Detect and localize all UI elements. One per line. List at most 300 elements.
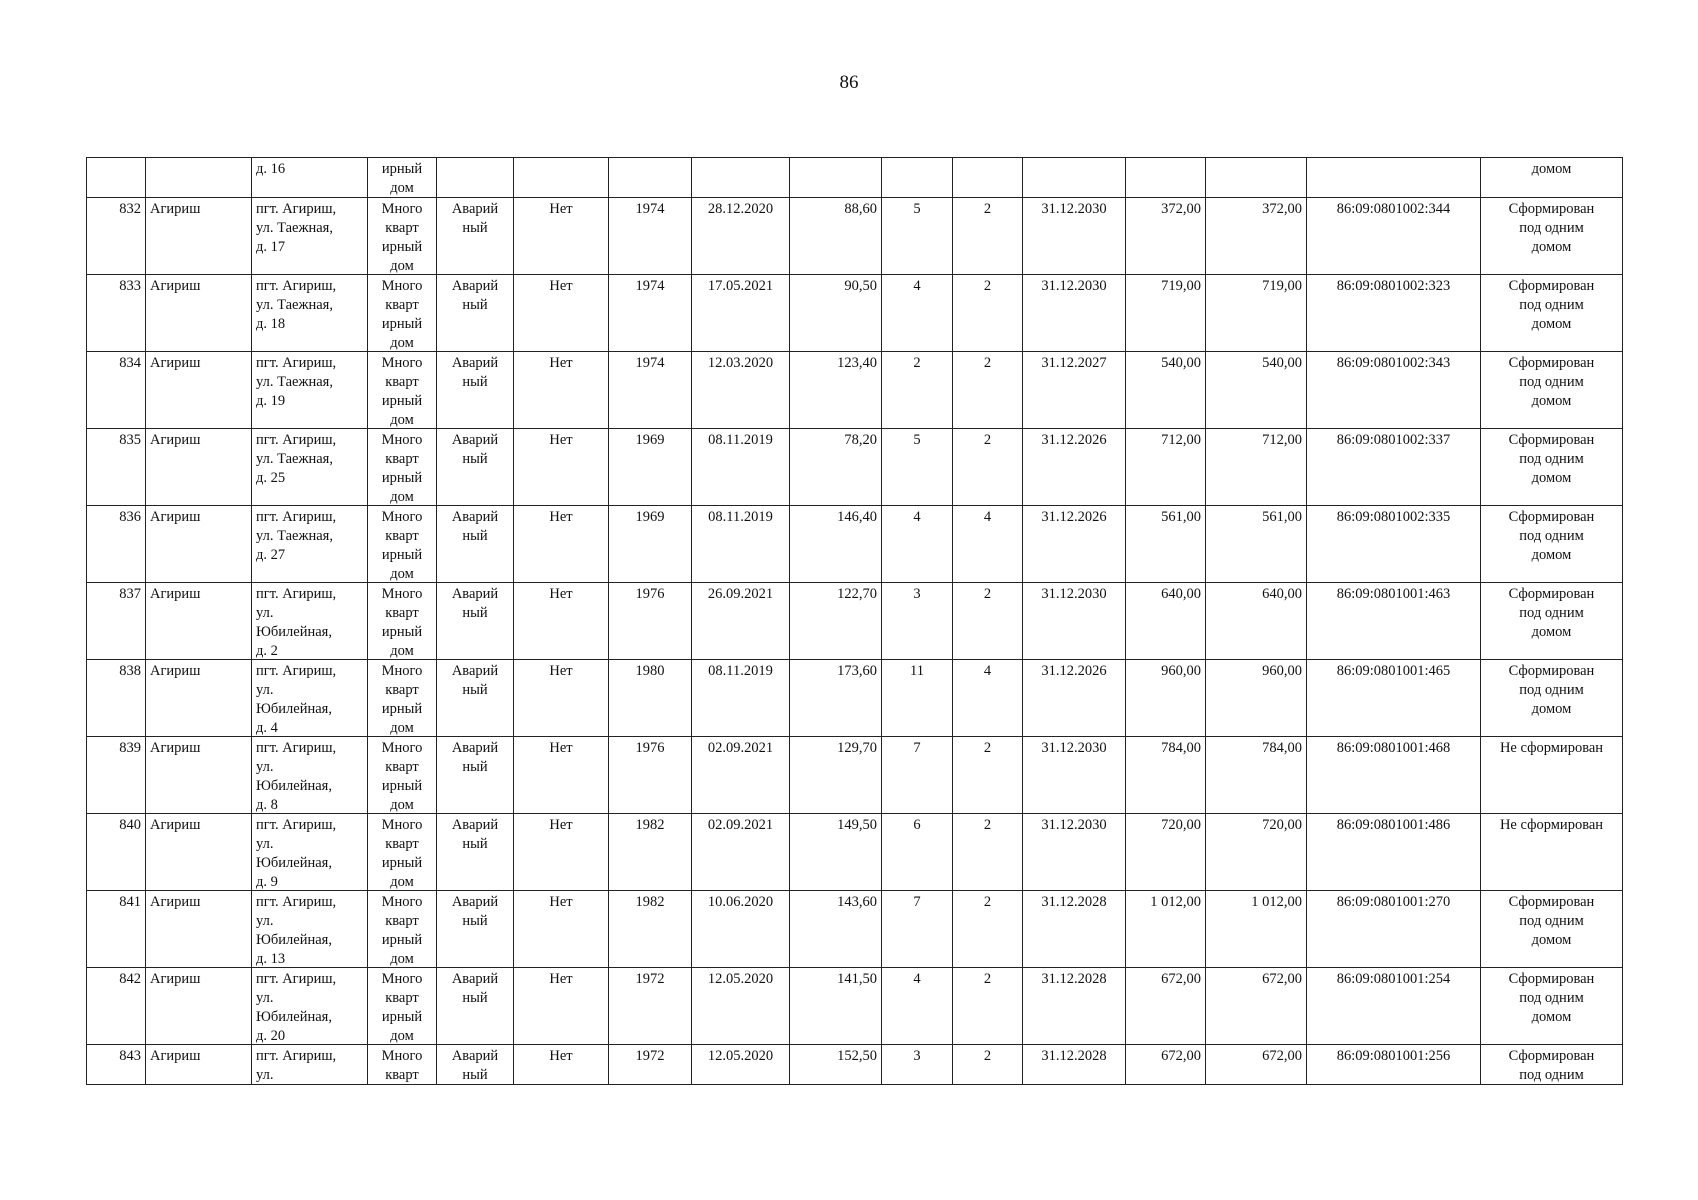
row-number-text: 839	[119, 740, 141, 756]
date-cell-text: 26.09.2021	[707, 586, 774, 602]
program-cell-text: Нет	[549, 971, 573, 987]
land-status-cell	[1481, 968, 1623, 1045]
area-cell	[790, 158, 882, 198]
cadastral-number-cell-text: 86:09:0801002:344	[1336, 201, 1451, 217]
area-cell	[790, 352, 882, 429]
building-type-cell	[368, 737, 437, 814]
address-cell-text: пгт. Агириш, ул. Юбилейная, д. 2	[256, 586, 337, 659]
area-cell	[790, 506, 882, 583]
status-cell-text: Аварий ный	[451, 509, 499, 544]
residents-cell-text: 5	[913, 201, 921, 217]
residents-cell	[882, 660, 953, 737]
land-status-cell	[1481, 660, 1623, 737]
program-cell-text: Нет	[549, 663, 573, 679]
locality-cell	[146, 660, 252, 737]
residents-cell	[882, 198, 953, 275]
date-cell	[692, 158, 790, 198]
locality-cell	[146, 968, 252, 1045]
address-cell	[252, 660, 368, 737]
table-row	[87, 275, 1623, 352]
row-number-text: 838	[119, 663, 141, 679]
deadline-cell-text: 31.12.2026	[1041, 509, 1107, 525]
area-living-cell-text: 640,00	[1262, 586, 1302, 602]
status-cell	[437, 737, 514, 814]
address-cell-text: пгт. Агириш, ул. Юбилейная, д. 9	[256, 817, 337, 890]
area-living-cell-text: 672,00	[1262, 1048, 1302, 1064]
land-status-cell-text: Сформирован под одним домом	[1508, 201, 1595, 255]
year-cell-text: 1982	[635, 817, 665, 833]
area-cell-text: 152,50	[837, 1048, 877, 1064]
deadline-cell-text: 31.12.2030	[1041, 201, 1107, 217]
status-cell	[437, 814, 514, 891]
area-total-cell-text: 1 012,00	[1150, 894, 1201, 910]
area-total-cell	[1126, 198, 1206, 275]
residents-cell	[882, 814, 953, 891]
area-cell	[790, 968, 882, 1045]
address-cell	[252, 891, 368, 968]
status-cell	[437, 968, 514, 1045]
residents-cell	[882, 1045, 953, 1085]
program-cell-text: Нет	[549, 355, 573, 371]
date-cell-text: 12.05.2020	[707, 971, 774, 987]
year-cell	[609, 506, 692, 583]
area-cell-text: 141,50	[837, 971, 877, 987]
cadastral-number-cell	[1307, 891, 1481, 968]
table-row	[87, 814, 1623, 891]
date-cell-text: 28.12.2020	[707, 201, 774, 217]
cadastral-number-cell	[1307, 737, 1481, 814]
area-living-cell-text: 712,00	[1262, 432, 1302, 448]
program-cell	[514, 891, 609, 968]
area-cell-text: 78,20	[844, 432, 877, 448]
building-type-cell-text: Много кварт ирный дом	[381, 509, 423, 582]
status-cell	[437, 198, 514, 275]
locality-cell	[146, 891, 252, 968]
area-cell-text: 173,60	[837, 663, 877, 679]
locality-cell-text: Агириш	[150, 663, 201, 679]
deadline-cell-text: 31.12.2028	[1041, 1048, 1107, 1064]
area-living-cell-text: 719,00	[1262, 278, 1302, 294]
area-living-cell	[1206, 429, 1307, 506]
status-cell	[437, 1045, 514, 1085]
deadline-cell-text: 31.12.2026	[1041, 432, 1107, 448]
housing-registry-table	[86, 157, 1623, 1085]
area-total-cell	[1126, 968, 1206, 1045]
deadline-cell	[1023, 814, 1126, 891]
area-total-cell-text: 720,00	[1161, 817, 1201, 833]
floors-cell-text: 4	[983, 663, 992, 679]
table-row	[87, 429, 1623, 506]
date-cell-text: 17.05.2021	[707, 278, 774, 294]
building-type-cell-text: Много кварт ирный дом	[381, 278, 423, 351]
table-row	[87, 737, 1623, 814]
deadline-cell-text: 31.12.2030	[1041, 278, 1107, 294]
land-status-cell	[1481, 506, 1623, 583]
status-cell	[437, 429, 514, 506]
floors-cell	[953, 275, 1023, 352]
locality-cell-text: Агириш	[150, 740, 201, 756]
residents-cell-text: 3	[913, 1048, 921, 1064]
status-cell	[437, 506, 514, 583]
row-number-text: 841	[119, 894, 141, 910]
land-status-cell-text: Сформирован под одним домом	[1508, 509, 1595, 563]
building-type-cell	[368, 352, 437, 429]
area-total-cell	[1126, 660, 1206, 737]
row-number-text: 835	[119, 432, 141, 448]
cadastral-number-cell	[1307, 583, 1481, 660]
cadastral-number-cell	[1307, 158, 1481, 198]
residents-cell	[882, 968, 953, 1045]
cadastral-number-cell-text: 86:09:0801002:335	[1336, 509, 1451, 525]
year-cell-text: 1974	[635, 278, 665, 294]
date-cell-text: 12.05.2020	[707, 1048, 774, 1064]
date-cell-text: 10.06.2020	[707, 894, 774, 910]
area-cell-text: 123,40	[837, 355, 877, 371]
cadastral-number-cell	[1307, 198, 1481, 275]
floors-cell-text: 2	[983, 740, 992, 756]
area-cell	[790, 275, 882, 352]
area-living-cell-text: 540,00	[1262, 355, 1302, 371]
area-total-cell-text: 960,00	[1161, 663, 1201, 679]
building-type-cell-text: Много кварт	[381, 1048, 423, 1083]
status-cell-text: Аварий ный	[451, 740, 499, 775]
residents-cell	[882, 352, 953, 429]
year-cell	[609, 1045, 692, 1085]
locality-cell-text: Агириш	[150, 432, 201, 448]
status-cell-text: Аварий ный	[451, 278, 499, 313]
floors-cell	[953, 660, 1023, 737]
area-living-cell	[1206, 198, 1307, 275]
residents-cell-text: 4	[913, 971, 921, 987]
area-cell-text: 88,60	[844, 201, 877, 217]
area-cell	[790, 814, 882, 891]
program-cell-text: Нет	[549, 817, 573, 833]
deadline-cell	[1023, 429, 1126, 506]
area-living-cell-text: 1 012,00	[1251, 894, 1302, 910]
building-type-cell	[368, 1045, 437, 1085]
program-cell	[514, 429, 609, 506]
row-number	[87, 814, 146, 891]
row-number	[87, 506, 146, 583]
area-total-cell-text: 672,00	[1161, 971, 1201, 987]
area-total-cell	[1126, 506, 1206, 583]
building-type-cell	[368, 429, 437, 506]
row-number-text: 832	[119, 201, 141, 217]
area-cell-text: 149,50	[837, 817, 877, 833]
table-row	[87, 968, 1623, 1045]
area-cell	[790, 198, 882, 275]
building-type-cell-text: Много кварт ирный дом	[381, 201, 423, 274]
area-living-cell	[1206, 506, 1307, 583]
program-cell-text: Нет	[549, 201, 573, 217]
area-living-cell	[1206, 891, 1307, 968]
floors-cell-text: 4	[983, 509, 992, 525]
locality-cell-text: Агириш	[150, 278, 201, 294]
floors-cell	[953, 352, 1023, 429]
address-cell-text: пгт. Агириш, ул. Таежная, д. 19	[256, 355, 337, 409]
area-cell	[790, 583, 882, 660]
date-cell-text: 08.11.2019	[708, 509, 773, 525]
address-cell-text: пгт. Агириш, ул. Таежная, д. 17	[256, 201, 337, 255]
area-total-cell	[1126, 1045, 1206, 1085]
locality-cell	[146, 158, 252, 198]
year-cell	[609, 583, 692, 660]
cadastral-number-cell	[1307, 1045, 1481, 1085]
address-cell	[252, 1045, 368, 1085]
cadastral-number-cell-text: 86:09:0801001:465	[1336, 663, 1451, 679]
table-row	[87, 198, 1623, 275]
building-type-cell-text: ирный дом	[381, 161, 423, 196]
deadline-cell	[1023, 275, 1126, 352]
floors-cell-text: 2	[983, 894, 992, 910]
address-cell-text: пгт. Агириш, ул. Таежная, д. 25	[256, 432, 337, 486]
residents-cell-text: 4	[913, 509, 921, 525]
area-living-cell	[1206, 660, 1307, 737]
program-cell-text: Нет	[549, 278, 573, 294]
address-cell-text: пгт. Агириш, ул. Юбилейная, д. 8	[256, 740, 337, 813]
address-cell	[252, 583, 368, 660]
area-living-cell	[1206, 158, 1307, 198]
deadline-cell	[1023, 158, 1126, 198]
row-number-text: 840	[119, 817, 141, 833]
address-cell	[252, 814, 368, 891]
table-row	[87, 583, 1623, 660]
status-cell-text: Аварий ный	[451, 201, 499, 236]
building-type-cell	[368, 891, 437, 968]
program-cell-text: Нет	[549, 740, 573, 756]
area-total-cell-text: 372,00	[1161, 201, 1201, 217]
floors-cell-text: 2	[983, 1048, 992, 1064]
cadastral-number-cell	[1307, 352, 1481, 429]
building-type-cell	[368, 968, 437, 1045]
locality-cell-text: Агириш	[150, 817, 201, 833]
row-number	[87, 275, 146, 352]
area-total-cell-text: 540,00	[1161, 355, 1201, 371]
row-number	[87, 968, 146, 1045]
floors-cell	[953, 1045, 1023, 1085]
year-cell	[609, 429, 692, 506]
locality-cell-text: Агириш	[150, 201, 201, 217]
address-cell-text: пгт. Агириш, ул. Юбилейная, д. 20	[256, 971, 337, 1044]
cadastral-number-cell-text: 86:09:0801001:270	[1336, 894, 1451, 910]
year-cell-text: 1974	[635, 355, 665, 371]
table-row	[87, 891, 1623, 968]
date-cell-text: 12.03.2020	[707, 355, 774, 371]
address-cell	[252, 429, 368, 506]
program-cell	[514, 737, 609, 814]
cadastral-number-cell	[1307, 814, 1481, 891]
land-status-cell-text: Не сформирован	[1499, 740, 1604, 756]
residents-cell-text: 7	[913, 894, 921, 910]
land-status-cell-text: Сформирован под одним домом	[1508, 586, 1595, 640]
status-cell-text: Аварий ный	[451, 663, 499, 698]
address-cell	[252, 198, 368, 275]
address-cell-text: д. 16	[256, 161, 286, 177]
cadastral-number-cell	[1307, 660, 1481, 737]
cadastral-number-cell	[1307, 429, 1481, 506]
year-cell	[609, 275, 692, 352]
locality-cell	[146, 814, 252, 891]
locality-cell	[146, 583, 252, 660]
floors-cell-text: 2	[983, 586, 992, 602]
floors-cell-text: 2	[983, 201, 992, 217]
residents-cell	[882, 506, 953, 583]
row-number-text: 833	[119, 278, 141, 294]
residents-cell-text: 11	[910, 663, 924, 679]
area-total-cell-text: 719,00	[1161, 278, 1201, 294]
date-cell	[692, 660, 790, 737]
locality-cell	[146, 198, 252, 275]
cadastral-number-cell-text: 86:09:0801001:468	[1336, 740, 1451, 756]
year-cell	[609, 891, 692, 968]
area-living-cell	[1206, 352, 1307, 429]
program-cell-text: Нет	[549, 586, 573, 602]
status-cell	[437, 275, 514, 352]
cadastral-number-cell-text: 86:09:0801001:486	[1336, 817, 1451, 833]
cadastral-number-cell-text: 86:09:0801002:343	[1336, 355, 1451, 371]
area-total-cell	[1126, 814, 1206, 891]
locality-cell-text: Агириш	[150, 509, 201, 525]
year-cell	[609, 968, 692, 1045]
land-status-cell	[1481, 275, 1623, 352]
area-cell	[790, 1045, 882, 1085]
deadline-cell	[1023, 583, 1126, 660]
area-total-cell	[1126, 429, 1206, 506]
status-cell-text: Аварий ный	[451, 971, 499, 1006]
residents-cell	[882, 275, 953, 352]
building-type-cell	[368, 660, 437, 737]
deadline-cell	[1023, 891, 1126, 968]
year-cell-text: 1974	[635, 201, 665, 217]
area-cell	[790, 429, 882, 506]
land-status-cell-text: Сформирован под одним домом	[1508, 278, 1595, 332]
residents-cell-text: 7	[913, 740, 921, 756]
area-cell-text: 90,50	[844, 278, 877, 294]
deadline-cell	[1023, 660, 1126, 737]
land-status-cell-text: Не сформирован	[1499, 817, 1604, 833]
status-cell-text: Аварий ный	[451, 586, 499, 621]
deadline-cell	[1023, 506, 1126, 583]
floors-cell-text: 2	[983, 355, 992, 371]
program-cell	[514, 275, 609, 352]
status-cell-text: Аварий ный	[451, 894, 499, 929]
program-cell	[514, 506, 609, 583]
year-cell	[609, 814, 692, 891]
building-type-cell-text: Много кварт ирный дом	[381, 894, 423, 967]
status-cell	[437, 352, 514, 429]
land-status-cell	[1481, 814, 1623, 891]
residents-cell-text: 4	[913, 278, 921, 294]
row-number-text: 837	[119, 586, 141, 602]
area-total-cell-text: 784,00	[1161, 740, 1201, 756]
table-row	[87, 660, 1623, 737]
status-cell	[437, 660, 514, 737]
floors-cell	[953, 737, 1023, 814]
status-cell-text: Аварий ный	[451, 817, 499, 852]
area-living-cell-text: 720,00	[1262, 817, 1302, 833]
deadline-cell-text: 31.12.2030	[1041, 817, 1107, 833]
land-status-cell	[1481, 429, 1623, 506]
table-row	[87, 1045, 1623, 1085]
locality-cell	[146, 352, 252, 429]
area-total-cell	[1126, 737, 1206, 814]
year-cell	[609, 158, 692, 198]
land-status-cell-text: домом	[1531, 161, 1572, 177]
program-cell	[514, 1045, 609, 1085]
land-status-cell-text: Сформирован под одним домом	[1508, 894, 1595, 948]
area-cell	[790, 737, 882, 814]
date-cell	[692, 1045, 790, 1085]
residents-cell	[882, 891, 953, 968]
year-cell-text: 1969	[635, 432, 665, 448]
area-cell-text: 146,40	[837, 509, 877, 525]
area-living-cell	[1206, 814, 1307, 891]
year-cell	[609, 352, 692, 429]
area-living-cell-text: 561,00	[1262, 509, 1302, 525]
area-living-cell-text: 672,00	[1262, 971, 1302, 987]
row-number	[87, 583, 146, 660]
cadastral-number-cell	[1307, 275, 1481, 352]
cadastral-number-cell-text: 86:09:0801002:337	[1336, 432, 1451, 448]
date-cell	[692, 814, 790, 891]
table-body	[87, 158, 1623, 1085]
area-total-cell-text: 672,00	[1161, 1048, 1201, 1064]
deadline-cell	[1023, 968, 1126, 1045]
building-type-cell	[368, 506, 437, 583]
row-number-text: 834	[119, 355, 141, 371]
building-type-cell-text: Много кварт ирный дом	[381, 971, 423, 1044]
building-type-cell-text: Много кварт ирный дом	[381, 355, 423, 428]
address-cell	[252, 158, 368, 198]
year-cell	[609, 198, 692, 275]
row-number	[87, 737, 146, 814]
status-cell	[437, 891, 514, 968]
date-cell-text: 08.11.2019	[708, 663, 773, 679]
building-type-cell	[368, 198, 437, 275]
table-row	[87, 506, 1623, 583]
deadline-cell	[1023, 198, 1126, 275]
building-type-cell	[368, 275, 437, 352]
land-status-cell-text: Сформирован под одним домом	[1508, 432, 1595, 486]
area-living-cell-text: 960,00	[1262, 663, 1302, 679]
table-row	[87, 158, 1623, 198]
floors-cell	[953, 429, 1023, 506]
year-cell-text: 1976	[635, 740, 665, 756]
building-type-cell-text: Много кварт ирный дом	[381, 586, 423, 659]
floors-cell	[953, 158, 1023, 198]
year-cell-text: 1972	[635, 971, 665, 987]
land-status-cell-text: Сформирован под одним домом	[1508, 971, 1595, 1025]
deadline-cell	[1023, 737, 1126, 814]
area-living-cell	[1206, 583, 1307, 660]
locality-cell-text: Агириш	[150, 971, 201, 987]
floors-cell-text: 2	[983, 817, 992, 833]
cadastral-number-cell	[1307, 506, 1481, 583]
date-cell	[692, 275, 790, 352]
area-living-cell-text: 784,00	[1262, 740, 1302, 756]
land-status-cell	[1481, 737, 1623, 814]
area-total-cell	[1126, 352, 1206, 429]
program-cell	[514, 198, 609, 275]
locality-cell	[146, 429, 252, 506]
cadastral-number-cell-text: 86:09:0801001:254	[1336, 971, 1451, 987]
date-cell	[692, 968, 790, 1045]
land-status-cell	[1481, 583, 1623, 660]
building-type-cell-text: Много кварт ирный дом	[381, 432, 423, 505]
date-cell-text: 02.09.2021	[707, 740, 774, 756]
locality-cell-text: Агириш	[150, 1048, 201, 1064]
row-number	[87, 158, 146, 198]
